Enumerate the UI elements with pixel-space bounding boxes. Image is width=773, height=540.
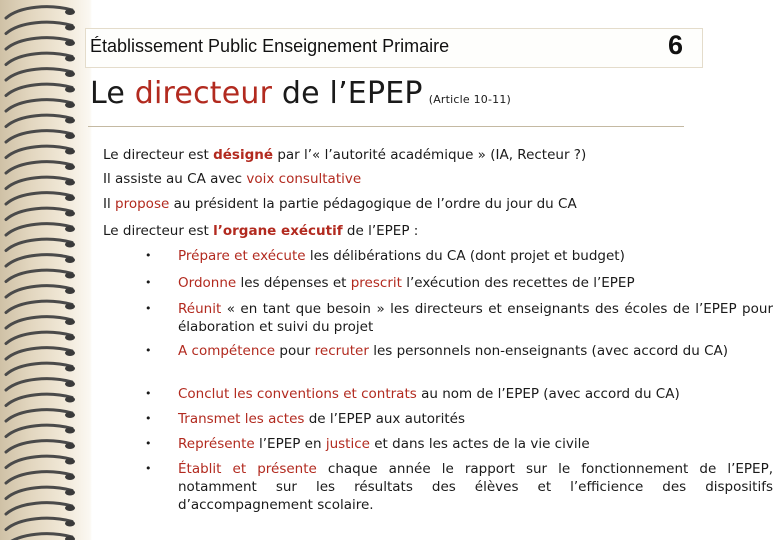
list-item-segment: de l’EPEP aux autorités [304,411,465,427]
page-title [90,76,511,111]
list-item-segment: Établit et présente [178,461,317,477]
binding-hole [65,459,75,465]
spiral-binding-icon [0,0,92,540]
paragraph-segment: l’organe exécutif [213,223,343,239]
bullet-icon: • [145,412,152,425]
binding-ring [6,162,72,173]
paragraph-segment: de l’EPEP : [342,223,419,239]
list-item-segment: A compétence [178,343,276,359]
binding-ring [6,84,72,95]
list-item-segment: Prépare et exécute [178,248,306,264]
binding-ring [6,131,72,142]
binding-hole [65,118,75,124]
binding-hole [65,180,75,186]
title-prefix: Le [90,76,135,111]
binding-hole [65,211,75,217]
binding-ring [6,456,72,467]
binding-ring [6,53,72,64]
binding-hole [65,226,75,232]
binding-ring [6,115,72,126]
binding-ring [6,394,72,405]
list-item-segment: Représente [178,436,255,452]
binding-hole [65,164,75,170]
binding-ring [6,472,72,483]
list-item [178,460,773,514]
list-item-segment: Conclut les conventions et contrats [178,386,417,402]
title-divider [88,126,684,127]
binding-hole [65,40,75,46]
list-item-segment: recruter [314,343,369,359]
binding-ring [6,239,72,250]
binding-hole [65,319,75,325]
list-item [178,435,773,453]
header-subject: Établissement Public Enseignement Primaire [90,36,450,56]
binding-hole [65,412,75,418]
binding-ring [6,22,72,33]
binding-hole [65,397,75,403]
binding-ring [6,534,72,540]
binding-hole [65,304,75,310]
binding-ring [6,224,72,235]
bullet-icon: • [145,387,152,400]
list-item-segment: pour [275,343,315,359]
binding-hole [65,366,75,372]
list-item-segment: Transmet les actes [178,411,305,427]
binding-ring [6,332,72,343]
binding-ring [6,348,72,359]
binding-ring [6,425,72,436]
paragraph [103,170,361,188]
title-suffix: de l’EPEP [272,76,423,111]
binding-hole [65,288,75,294]
list-item-segment: chaque année le rapport sur le fonctionnement de l’EPEP, notamment sur les résultats des élèves et l’efficience des dispositifs d’accompagnement scolaire. [178,461,773,513]
binding-ring [6,317,72,328]
title-highlight: directeur [134,76,273,111]
list-item [178,342,773,360]
binding-ring [6,100,72,111]
list-item-segment: les personnels non-enseignants (avec accord du CA) [368,343,729,359]
binding-ring [6,503,72,514]
list-item-segment: prescrit [350,275,402,291]
bullet-icon: • [145,302,152,315]
bullet-icon: • [145,344,152,357]
list-item-segment: justice [325,436,370,452]
paragraph [103,222,418,240]
paragraph-segment: Il assiste au CA avec [103,171,247,187]
binding-hole [65,521,75,527]
bullet-icon: • [145,276,152,289]
binding-hole [65,149,75,155]
paragraph-segment: Il [103,196,116,212]
binding-hole [65,505,75,511]
article-reference: (Article 10-11) [428,93,512,106]
binding-hole [65,490,75,496]
list-item-segment: l’exécution des recettes de l’EPEP [401,275,635,291]
bullet-icon: • [145,249,152,262]
binding-hole [65,56,75,62]
paragraph-segment: par l’« l’autorité académique » (IA, Recteur ?) [273,147,587,163]
paragraph-segment: désigné [213,147,274,163]
binding-ring [6,301,72,312]
binding-ring [6,487,72,498]
binding-hole [65,474,75,480]
paragraph [103,195,577,213]
list-item [178,410,773,428]
binding-ring [6,146,72,157]
binding-ring [6,270,72,281]
binding-hole [65,242,75,248]
binding-hole [65,71,75,77]
binding-ring [6,286,72,297]
binding-hole [65,381,75,387]
binding-hole [65,443,75,449]
binding-hole [65,350,75,356]
binding-ring [6,410,72,421]
list-item-segment: au nom de l’EPEP (avec accord du CA) [416,386,680,402]
list-item-segment: l’EPEP en [254,436,326,452]
binding-hole [65,102,75,108]
binding-ring [6,518,72,529]
list-item [178,247,773,265]
binding-hole [65,195,75,201]
list-item [178,385,773,403]
slide-number: 6 [668,30,684,60]
binding-ring [6,69,72,80]
list-item-segment: Ordonne [178,275,237,291]
binding-ring [6,193,72,204]
bullet-icon: • [145,437,152,450]
binding-ring [6,363,72,374]
notebook-binding [0,0,92,540]
paragraph-segment: Le directeur est [103,223,214,239]
binding-hole [65,335,75,341]
list-item-segment: les dépenses et [236,275,351,291]
list-item-segment: et dans les actes de la vie civile [369,436,590,452]
binding-hole [65,87,75,93]
list-item [178,274,773,292]
bullet-icon: • [145,462,152,475]
binding-ring [6,441,72,452]
binding-ring [6,38,72,49]
binding-ring [6,177,72,188]
binding-ring [6,208,72,219]
list-item-segment: « en tant que besoin » les directeurs et enseignants des écoles de l’EPEP pour élaboration et suivi du projet [178,301,773,335]
paragraph-segment: au président la partie pédagogique de l’ordre du jour du CA [169,196,577,212]
binding-hole [65,257,75,263]
binding-hole [65,133,75,139]
binding-hole [65,273,75,279]
paragraph-segment: voix consultative [246,171,362,187]
paragraph-segment: Le directeur est [103,147,214,163]
list-item-segment: les délibérations du CA (dont projet et budget) [305,248,625,264]
list-item [178,300,773,336]
paragraph-segment: propose [115,196,170,212]
list-item-segment: Réunit [178,301,222,317]
binding-hole [65,25,75,31]
paragraph [103,146,586,164]
binding-hole [65,9,75,15]
binding-ring [6,255,72,266]
binding-hole [65,428,75,434]
binding-ring [6,7,72,18]
binding-ring [6,379,72,390]
